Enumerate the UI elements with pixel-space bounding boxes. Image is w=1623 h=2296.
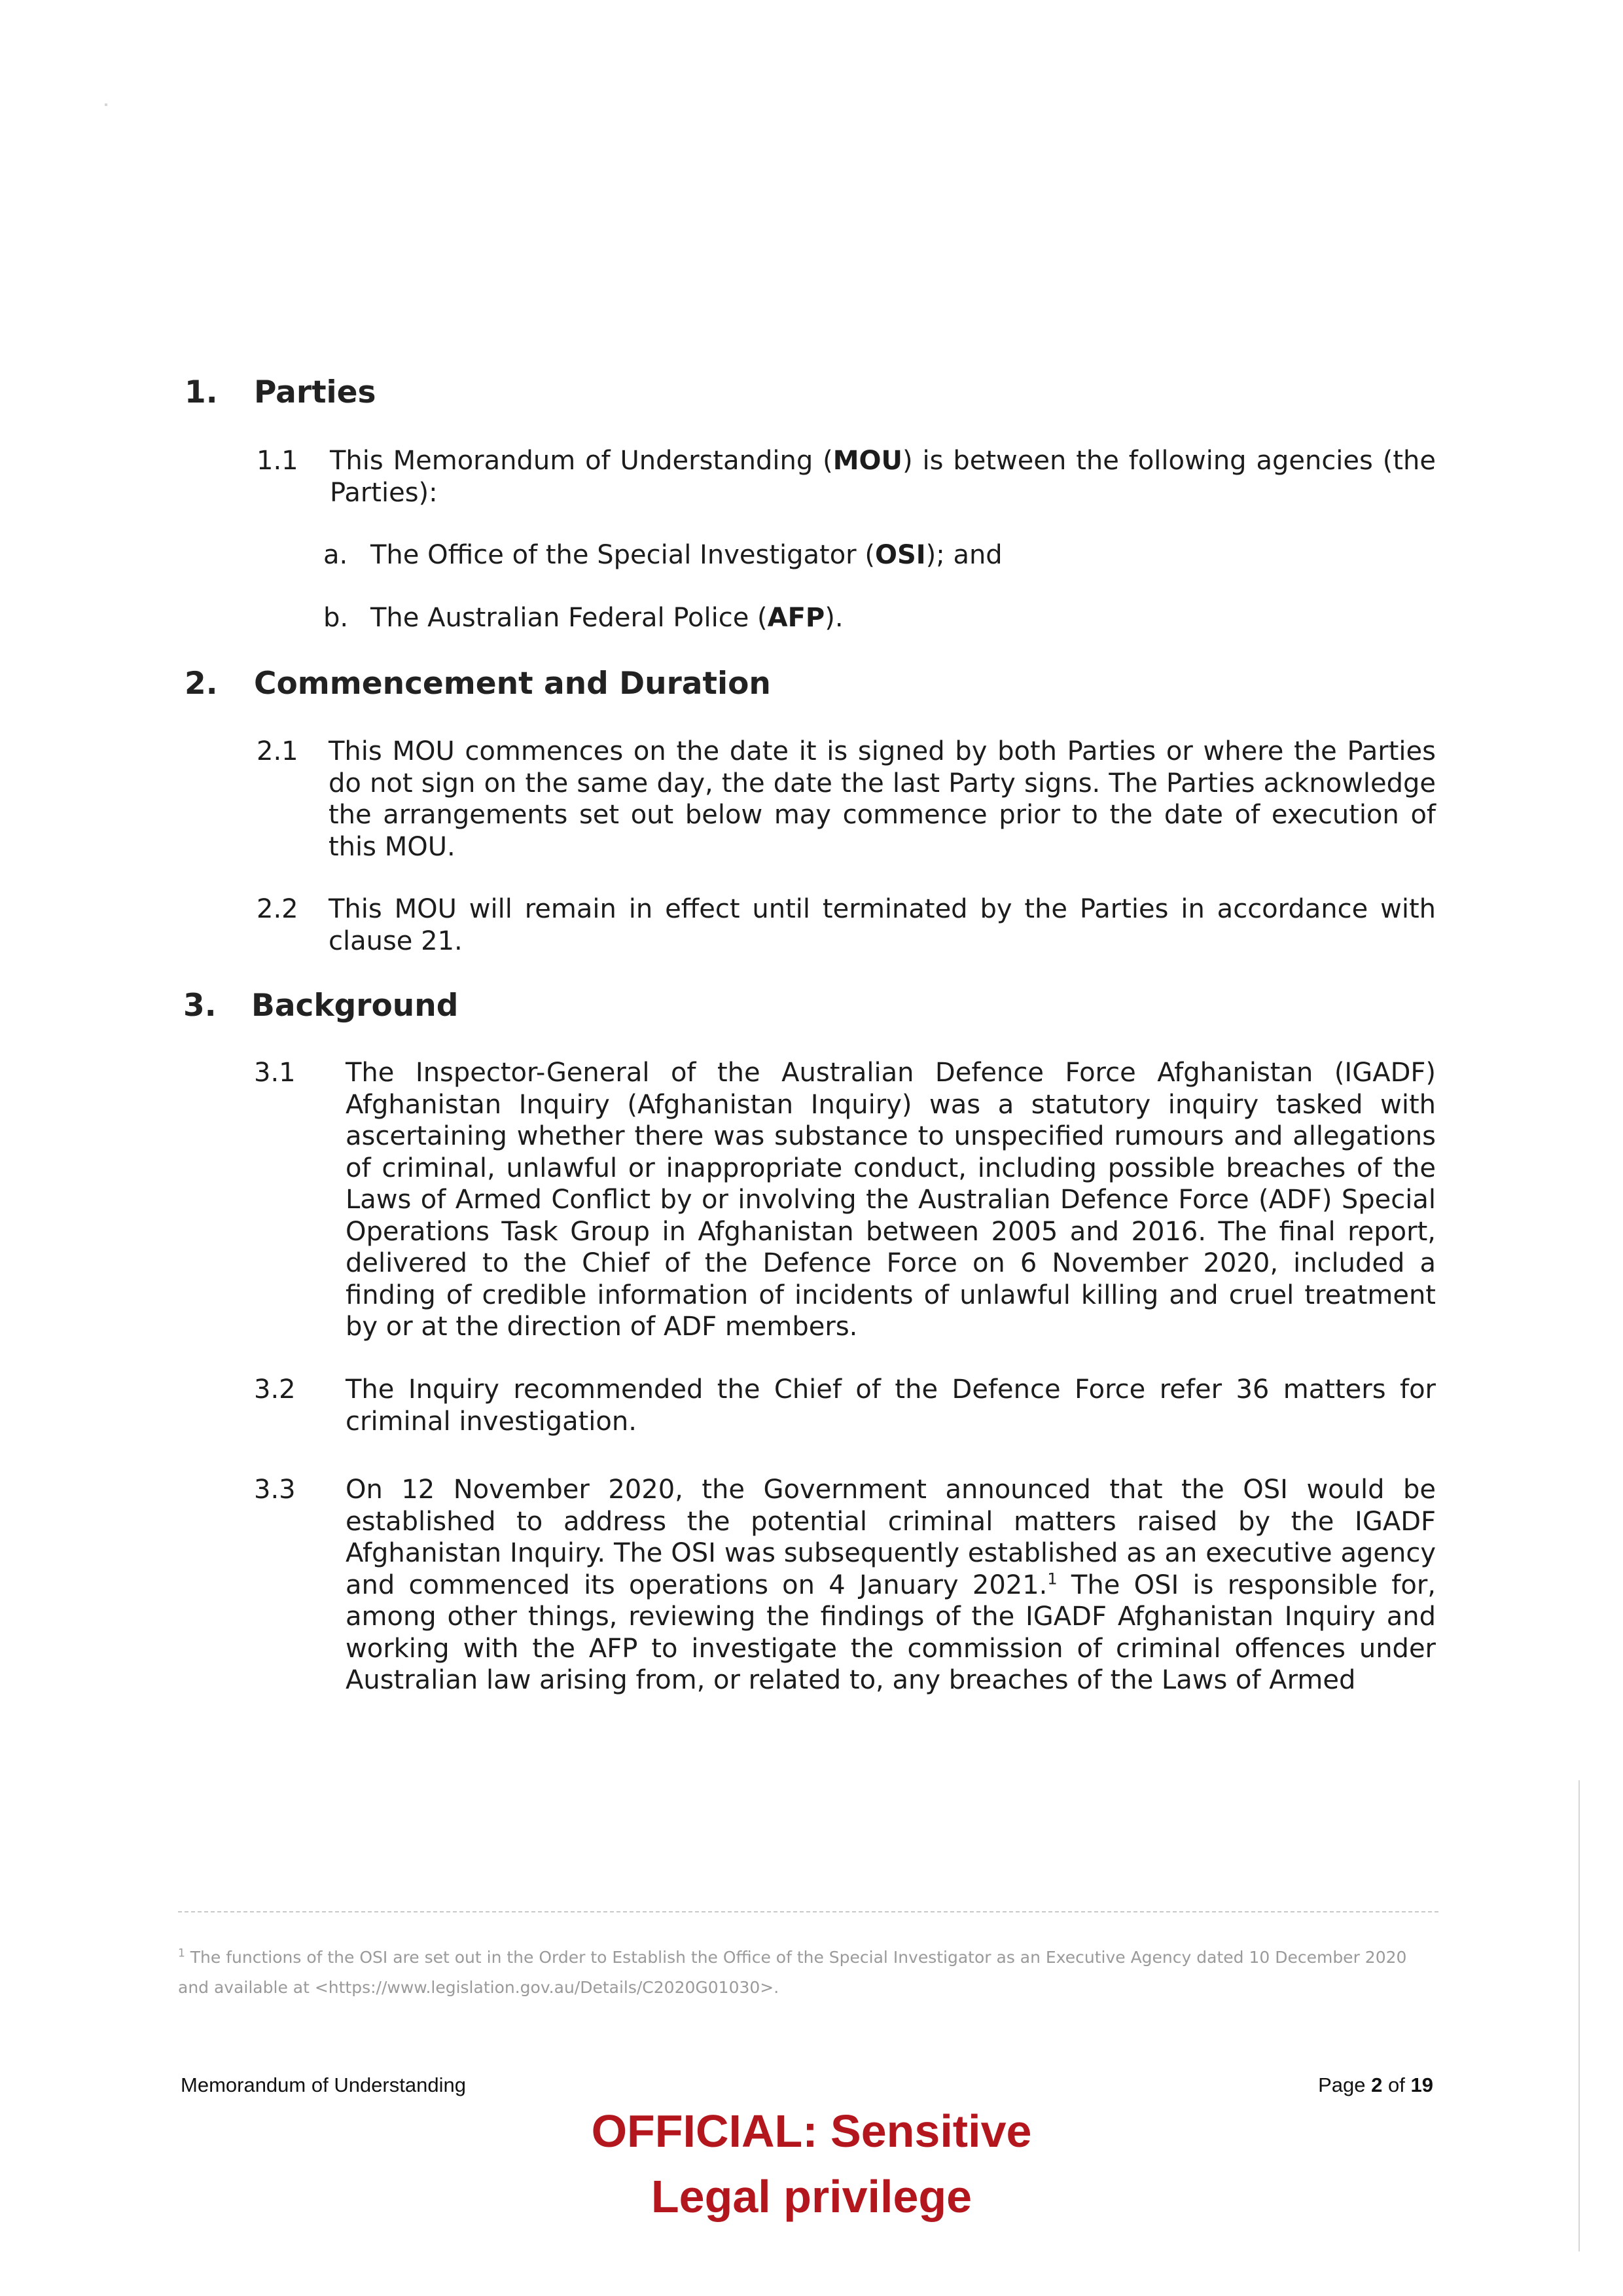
clause-text: The Inquiry recommended the Chief of the Defence Force refer 36 matters for criminal investigation. xyxy=(346,1374,1436,1437)
clause-text: This MOU commences on the date it is signed by both Parties or where the Parties do not sign on the same day, the date the last Party signs. The Parties acknowledge the arrangements set out below may commence prior to the date of execution of this MOU. xyxy=(329,736,1436,862)
clause-text: On 12 November 2020, the Government announced that the OSI would be established to address the potential criminal matters raised by the IGADF Afghanistan Inquiry. The OSI was subsequently established as an executive agency and commenced its operations on 4 January 2021.$^1$ The OSI is responsible for, among other things, reviewing the findings of the IGADF Afghanistan Inquiry and working with the AFP to investigate the commission of criminal offences under Australian law arising from, or related to, any breaches of the Laws of Armed xyxy=(346,1475,1436,1695)
section-number: 3. xyxy=(183,988,217,1024)
clause-text: The Inspector-General of the Australian Defence Force Afghanistan (IGADF) Afghanistan Inquiry (Afghanistan Inquiry) was a statutory inquiry tasked with ascertaining whether there was substance to unspecified rumours and allegations of criminal, unlawful or inappropriate conduct, including possible breaches of the Laws of Armed Conflict by or involving the Australian Defence Force (ADF) Special Operations Task Group in Afghanistan between 2005 and 2016. The final report, delivered to the Chief of the Defence Force on 6 November 2020, included a finding of credible information of incidents of unlawful killing and cruel treatment by or at the direction of ADF members. xyxy=(346,1058,1436,1342)
security-marking-line1: OFFICIAL: Sensitive xyxy=(591,2106,1032,2157)
footer-document-title: Memorandum of Understanding xyxy=(181,2073,466,2096)
defined-term: MOU xyxy=(832,446,903,476)
section-number: 1. xyxy=(185,374,218,410)
clause-number: 3.3 xyxy=(254,1475,296,1505)
scan-dot xyxy=(105,103,107,106)
current-page: 2 xyxy=(1371,2073,1383,2096)
list-item: The Office of the Special Investigator (OSI); and xyxy=(370,540,1003,570)
section-title: Parties xyxy=(254,374,376,410)
defined-term: AFP xyxy=(767,603,825,633)
footnote-mark: 1 xyxy=(178,1946,185,1960)
section-title: Background xyxy=(251,988,459,1024)
security-marking-line2: Legal privilege xyxy=(651,2171,972,2222)
footnote-reference[interactable]: 1 xyxy=(1047,1570,1058,1588)
clause-number: 2.2 xyxy=(257,894,298,924)
section-title: Commencement and Duration xyxy=(254,666,771,702)
total-pages: 19 xyxy=(1410,2073,1433,2096)
list-letter: b. xyxy=(323,603,349,633)
footnote-separator xyxy=(178,1911,1438,1912)
list-item: The Australian Federal Police (AFP). xyxy=(370,603,844,633)
list-letter: a. xyxy=(323,540,348,570)
defined-term: OSI xyxy=(874,540,926,570)
clause-text: This Memorandum of Understanding (MOU) is between the following agencies (the Parties): xyxy=(330,446,1436,508)
footer-page-number: Page 2 of 19 xyxy=(1318,2073,1433,2096)
section-number: 2. xyxy=(185,666,218,702)
clause-number: 3.1 xyxy=(254,1058,296,1088)
footnote-text: The functions of the OSI are set out in the Order to Establish the Office of the Special Investigator as an Executive Agency dated 10 December 2020 and available at <https://www.legislation.gov.au/Details/C2020G01030>. xyxy=(178,1948,1407,1997)
footnote xyxy=(178,1943,1432,2003)
clause-text: This MOU will remain in effect until terminated by the Parties in accordance with clause 21. xyxy=(329,894,1436,956)
clause-number: 3.2 xyxy=(254,1374,296,1405)
clause-number: 2.1 xyxy=(257,736,298,766)
clause-number: 1.1 xyxy=(257,446,298,476)
